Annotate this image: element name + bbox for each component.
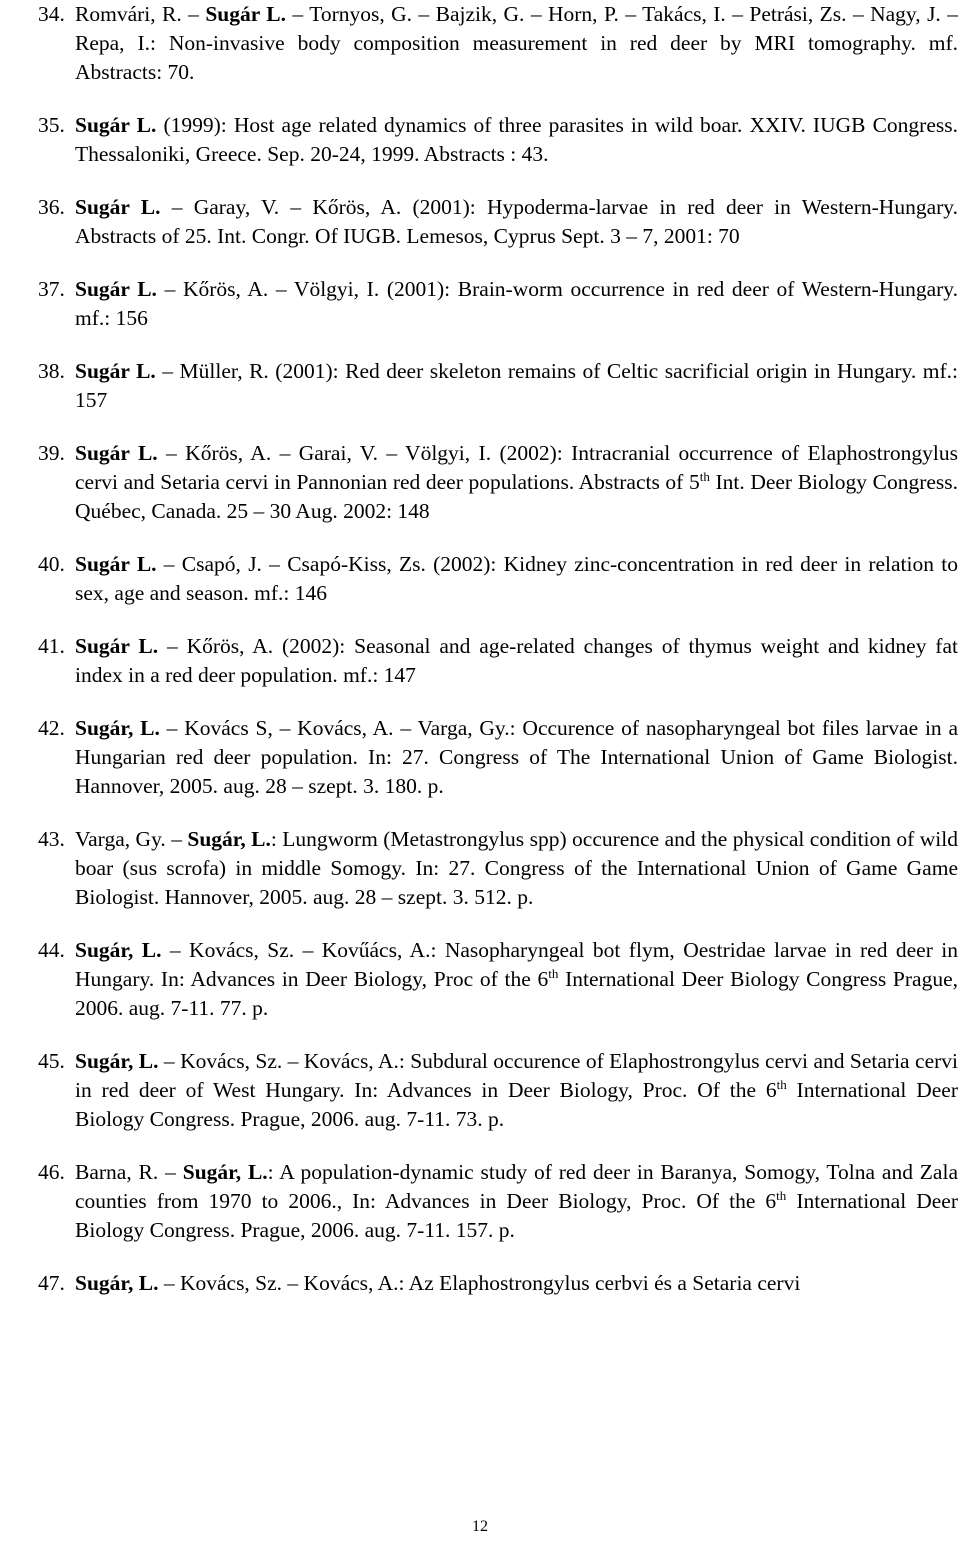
reference-text: Varga, Gy. – Sugár, L.: Lungworm (Metastrongylus spp) occurence and the physical condition of wild boar (sus scrofa) in middle Somogy. In: 27. Congress of the International Union of Game Game Biologist. Hannover, 2005. aug. 28 – szept. 3. 512. p. (75, 827, 958, 909)
reference-text: Sugár L. – Csapó, J. – Csapó-Kiss, Zs. (2002): Kidney zinc-concentration in red deer in relation to sex, age and season. mf.: 146 (75, 552, 958, 605)
reference-42 (38, 714, 958, 801)
reference-34 (38, 0, 958, 87)
reference-41 (38, 632, 958, 690)
reference-46 (38, 1158, 958, 1245)
reference-text: Sugár, L. – Kovács S, – Kovács, A. – Varga, Gy.: Occurence of nasopharyngeal bot files larvae in a Hungarian red deer population. In: 27. Congress of The International Union of Game Biologist. Hannover, 2005. aug. 28 – szept. 3. 180. p. (75, 716, 959, 798)
reference-text: Romvári, R. – Sugár L. – Tornyos, G. – Bajzik, G. – Horn, P. – Takács, I. – Petrási, Zs. – Nagy, J. – Repa, I.: Non-invasive body composition measurement in red deer by MRI tomography. mf. Abstracts: 70. (75, 2, 958, 84)
reference-number: 35. (38, 113, 65, 137)
reference-number: 47. (38, 1271, 65, 1295)
reference-number: 46. (38, 1160, 65, 1184)
reference-number: 45. (38, 1049, 65, 1073)
reference-39 (38, 439, 958, 526)
reference-number: 43. (38, 827, 65, 851)
reference-number: 38. (38, 359, 65, 383)
reference-number: 39. (38, 441, 65, 465)
reference-text: Sugár L. – Müller, R. (2001): Red deer skeleton remains of Celtic sacrificial origin in Hungary. mf.: 157 (75, 359, 958, 412)
reference-text: Sugár L. – Kőrös, A. – Garai, V. – Völgyi, I. (2002): Intracranial occurrence of Elaphostrongylus cervi and Setaria cervi in Pannonian red deer populations. Abstracts of 5th Int. Deer Biology Congress. Québec, Canada. 25 – 30 Aug. 2002: 148 (75, 441, 959, 523)
reference-number: 41. (38, 634, 65, 658)
reference-38 (38, 357, 958, 415)
reference-40 (38, 550, 958, 608)
reference-44 (38, 936, 958, 1023)
reference-text: Sugár L. (1999): Host age related dynamics of three parasites in wild boar. XXIV. IUGB Congress. Thessaloniki, Greece. Sep. 20-24, 1999. Abstracts : 43. (75, 113, 958, 166)
reference-number: 36. (38, 195, 65, 219)
reference-35 (38, 111, 958, 169)
reference-number: 34. (38, 2, 65, 26)
reference-text: Sugár L. – Kőrös, A. (2002): Seasonal and age-related changes of thymus weight and kidney fat index in a red deer population. mf.: 147 (75, 634, 958, 687)
reference-47 (38, 1269, 958, 1298)
reference-number: 44. (38, 938, 65, 962)
reference-text: Sugár, L. – Kovács, Sz. – Kovűács, A.: Nasopharyngeal bot flym, Oestridae larvae in red deer in Hungary. In: Advances in Deer Biology, Proc of the 6th International Deer Biology Congress Prague, 2006. aug. 7-11. 77. p. (75, 938, 958, 1020)
reference-number: 42. (38, 716, 65, 740)
reference-text: Sugár L. – Kőrös, A. – Völgyi, I. (2001): Brain-worm occurrence in red deer of Western-Hungary. mf.: 156 (75, 277, 958, 330)
reference-43 (38, 825, 958, 912)
reference-list (38, 0, 958, 1322)
reference-37 (38, 275, 958, 333)
reference-45 (38, 1047, 958, 1134)
page-number: 12 (472, 1518, 488, 1535)
reference-text: Barna, R. – Sugár, L.: A population-dynamic study of red deer in Baranya, Somogy, Tolna and Zala counties from 1970 to 2006., In: Advances in Deer Biology, Proc. Of the 6th International Deer Biology Congress. Prague, 2006. aug. 7-11. 157. p. (75, 1160, 958, 1242)
reference-number: 40. (38, 552, 65, 576)
reference-36 (38, 193, 958, 251)
reference-text: Sugár, L. – Kovács, Sz. – Kovács, A.: Az Elaphostrongylus cerbvi és a Setaria cervi (75, 1271, 801, 1295)
reference-number: 37. (38, 277, 65, 301)
reference-text: Sugár L. – Garay, V. – Kőrös, A. (2001): Hypoderma-larvae in red deer in Western-Hungary. Abstracts of 25. Int. Congr. Of IUGB. Lemesos, Cyprus Sept. 3 – 7, 2001: 70 (75, 195, 958, 248)
reference-text: Sugár, L. – Kovács, Sz. – Kovács, A.: Subdural occurence of Elaphostrongylus cervi and Setaria cervi in red deer of West Hungary. In: Advances in Deer Biology, Proc. Of the 6th International Deer Biology Congress. Prague, 2006. aug. 7-11. 73. p. (75, 1049, 958, 1131)
